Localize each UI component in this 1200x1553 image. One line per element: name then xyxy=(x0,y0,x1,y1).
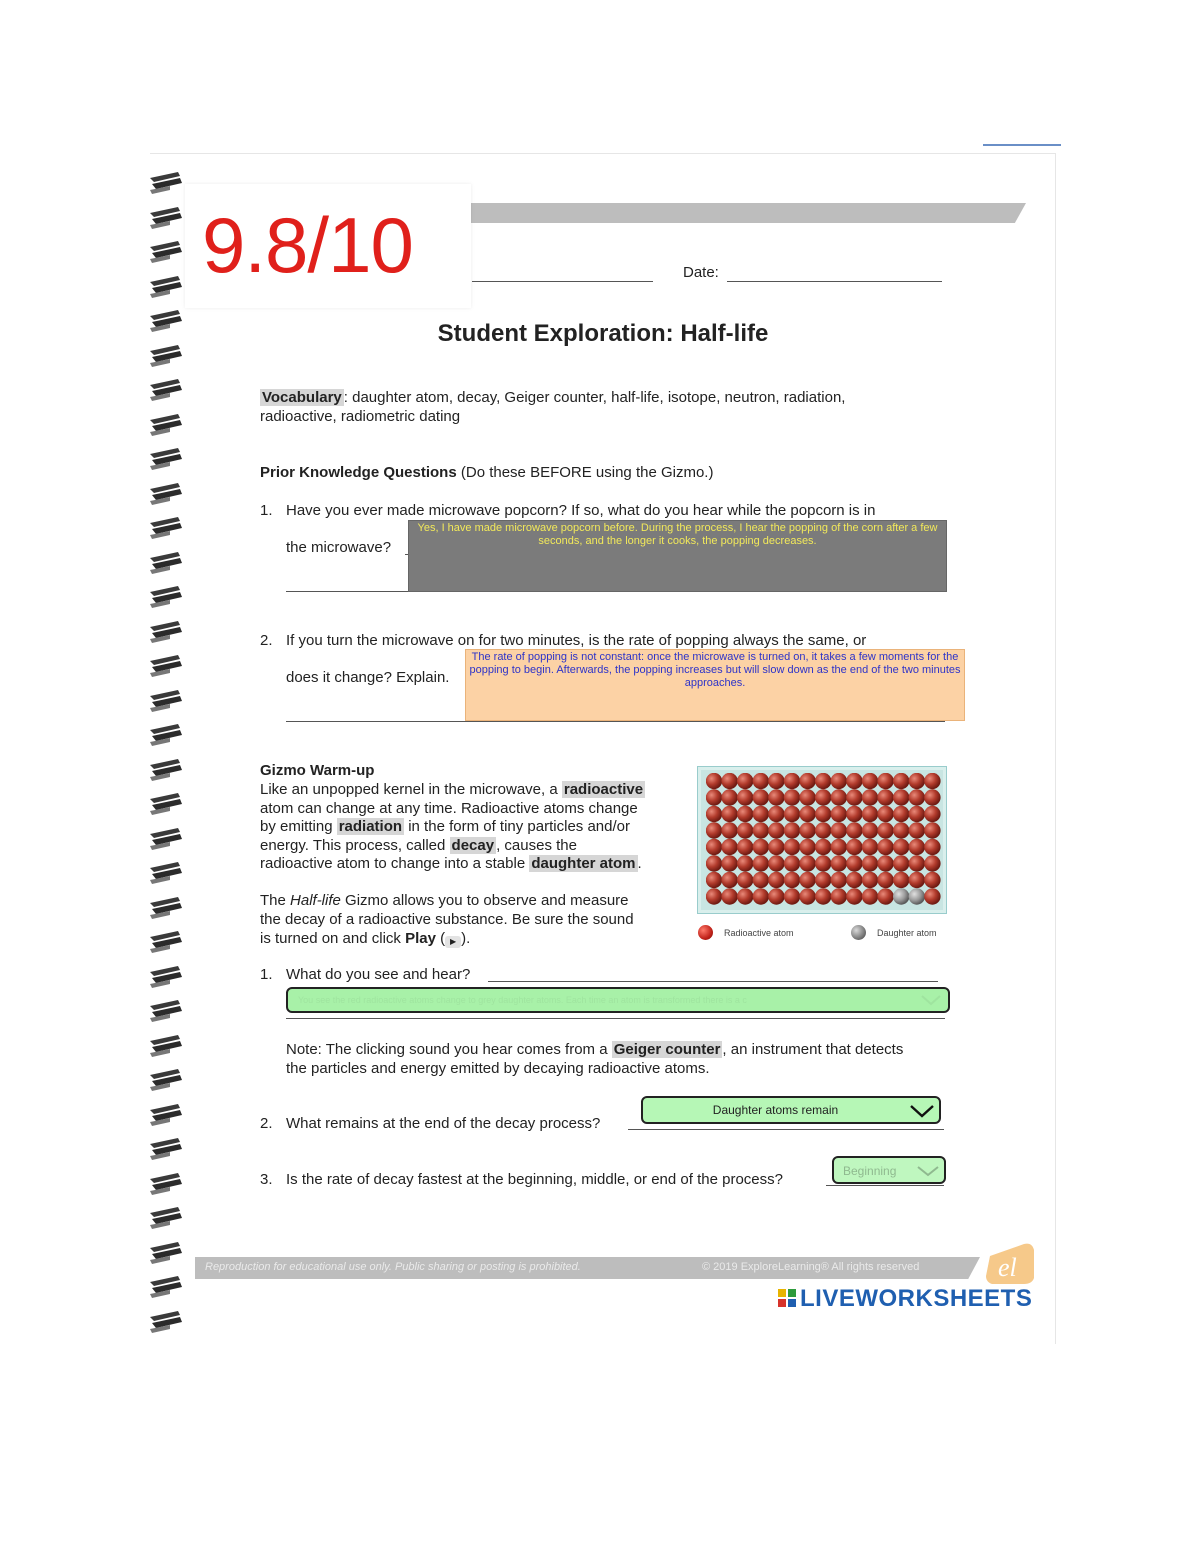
answer-line xyxy=(286,721,945,722)
warmup-text: radioactive atom to change into a stable xyxy=(260,855,530,872)
spiral-coil xyxy=(148,481,184,507)
spiral-coil xyxy=(148,1067,184,1093)
warmup-text: The xyxy=(260,892,291,909)
radioactive-atom xyxy=(721,855,737,871)
spiral-coil xyxy=(148,619,184,645)
question-number: 2. xyxy=(260,632,273,649)
radioactive-atom xyxy=(877,872,893,888)
radioactive-atom xyxy=(768,773,784,789)
page-title: Student Exploration: Half-life xyxy=(437,320,769,347)
warmup-paragraph-line xyxy=(260,817,630,836)
answer-dropdown-decay-rate[interactable] xyxy=(832,1156,946,1184)
radioactive-atom xyxy=(924,839,940,855)
corner-rule xyxy=(983,144,1061,146)
note-text: the particles and energy emitted by decaying radioactive atoms. xyxy=(286,1060,710,1077)
legend-radioactive-label: Radioactive atom xyxy=(724,928,794,938)
radioactive-atom xyxy=(846,839,862,855)
daughter-atom-icon xyxy=(851,925,866,940)
warmup-text: Like an unpopped kernel in the microwave, a xyxy=(260,781,562,798)
spiral-coil xyxy=(148,377,184,403)
spiral-coil xyxy=(148,826,184,852)
spiral-coil xyxy=(148,239,184,265)
radioactive-atom xyxy=(799,839,815,855)
answer-line xyxy=(628,1129,944,1130)
spiral-coil xyxy=(148,1274,184,1300)
dropdown-value: You see the red radioactive atoms change to grey daughter atoms. Each time an atom is transformed there is a c xyxy=(298,995,747,1005)
radioactive-atom xyxy=(815,789,831,805)
radioactive-atom xyxy=(909,872,925,888)
radioactive-atom xyxy=(877,773,893,789)
liveworksheets-logo-icon xyxy=(778,1289,796,1307)
term-daughter-atom: daughter atom xyxy=(531,855,636,872)
radioactive-atom xyxy=(706,789,722,805)
radioactive-atom xyxy=(737,888,753,904)
radioactive-atom xyxy=(737,839,753,855)
radioactive-atom xyxy=(737,822,753,838)
radioactive-atom xyxy=(909,773,925,789)
chevron-down-icon xyxy=(920,993,942,1007)
question-text: Is the rate of decay fastest at the beginning, middle, or end of the process? xyxy=(286,1171,783,1188)
radioactive-atom xyxy=(721,839,737,855)
name-field-line xyxy=(472,281,653,282)
warmup-text: . xyxy=(637,855,642,872)
radioactive-atom xyxy=(846,888,862,904)
question-number: 3. xyxy=(260,1171,273,1188)
radioactive-atom xyxy=(768,789,784,805)
radioactive-atom xyxy=(753,872,769,888)
note-text: , an instrument that detects xyxy=(722,1041,904,1058)
radioactive-atom xyxy=(877,789,893,805)
radioactive-atom xyxy=(784,888,800,904)
radioactive-atom xyxy=(753,855,769,871)
explorelearning-logo-icon xyxy=(984,1240,1036,1286)
radioactive-atom xyxy=(753,773,769,789)
term-geiger-counter: Geiger counter xyxy=(613,1041,721,1058)
radioactive-atom xyxy=(909,789,925,805)
warmup-paragraph-line xyxy=(260,836,577,855)
radioactive-atom xyxy=(706,773,722,789)
radioactive-atom xyxy=(877,839,893,855)
answer-box-popping-rate[interactable] xyxy=(465,649,965,721)
radioactive-atom xyxy=(815,872,831,888)
radioactive-atom xyxy=(799,888,815,904)
radioactive-atom xyxy=(862,839,878,855)
radioactive-atom xyxy=(799,872,815,888)
radioactive-atom xyxy=(706,822,722,838)
warmup-text: is turned on and click xyxy=(260,930,406,947)
vocabulary-label: Vocabulary xyxy=(262,389,342,406)
spiral-coil xyxy=(148,722,184,748)
daughter-atom xyxy=(893,888,909,904)
chevron-down-icon xyxy=(916,1164,940,1178)
vocabulary-text: : daughter atom, decay, Geiger counter, half-life, isotope, neutron, radiation, xyxy=(343,389,846,406)
radioactive-atom xyxy=(862,888,878,904)
radioactive-atom xyxy=(924,872,940,888)
radioactive-atom xyxy=(893,822,909,838)
header-bar xyxy=(470,203,1026,223)
radioactive-atom xyxy=(768,872,784,888)
spiral-coil xyxy=(148,860,184,886)
radioactive-atom xyxy=(753,888,769,904)
spiral-coil xyxy=(148,688,184,714)
radioactive-atom xyxy=(753,806,769,822)
play-icon: ▶ xyxy=(445,936,461,948)
warmup-text: , causes the xyxy=(496,837,577,854)
radioactive-atom xyxy=(815,839,831,855)
radioactive-atom xyxy=(846,855,862,871)
radioactive-atom xyxy=(799,855,815,871)
spiral-coil xyxy=(148,205,184,231)
radioactive-atom xyxy=(753,822,769,838)
warmup-heading: Gizmo Warm-up xyxy=(260,762,375,779)
warmup-text: atom can change at any time. Radioactive atoms change xyxy=(260,800,638,817)
answer-line xyxy=(826,1185,944,1186)
radioactive-atom xyxy=(862,872,878,888)
spiral-coil xyxy=(148,1309,184,1335)
radioactive-atom xyxy=(721,806,737,822)
radioactive-atom xyxy=(784,822,800,838)
term-radioactive: radioactive xyxy=(563,781,644,798)
radioactive-atom xyxy=(831,822,847,838)
warmup-paragraph-line xyxy=(260,780,645,799)
radioactive-atom xyxy=(846,822,862,838)
radioactive-atom xyxy=(893,855,909,871)
question-text: Have you ever made microwave popcorn? If so, what do you hear while the popcorn is in xyxy=(286,502,876,519)
radioactive-atom xyxy=(831,839,847,855)
radioactive-atom xyxy=(909,806,925,822)
radioactive-atom xyxy=(924,888,940,904)
spiral-coil xyxy=(148,791,184,817)
answer-dropdown-decay-remains[interactable] xyxy=(641,1096,941,1124)
radioactive-atom xyxy=(909,855,925,871)
radioactive-atom xyxy=(924,773,940,789)
radioactive-atom xyxy=(737,872,753,888)
gizmo-name: Half-life xyxy=(290,892,341,909)
footer-copyright: © 2019 ExploreLearning® All rights reserved xyxy=(702,1261,920,1273)
dropdown-value: Daughter atoms remain xyxy=(712,1103,839,1117)
radioactive-atom xyxy=(721,789,737,805)
radioactive-atom xyxy=(706,872,722,888)
radioactive-atom xyxy=(768,806,784,822)
answer-line xyxy=(286,1018,945,1019)
radioactive-atom-icon xyxy=(698,925,713,940)
radioactive-atom xyxy=(924,822,940,838)
radioactive-atom xyxy=(737,789,753,805)
warmup-paragraph-line xyxy=(260,854,642,873)
spiral-coil xyxy=(148,412,184,438)
question-number: 1. xyxy=(260,502,273,519)
question-number: 1. xyxy=(260,966,273,983)
radioactive-atom xyxy=(768,839,784,855)
radioactive-atom xyxy=(706,855,722,871)
radioactive-atom xyxy=(846,872,862,888)
radioactive-atom xyxy=(706,888,722,904)
radioactive-atom xyxy=(799,773,815,789)
radioactive-atom xyxy=(893,806,909,822)
play-label: Play xyxy=(405,930,436,947)
question-text: the microwave? xyxy=(286,539,392,556)
radioactive-atom xyxy=(815,822,831,838)
answer-dropdown-see-hear[interactable] xyxy=(286,987,950,1013)
spiral-coil xyxy=(148,274,184,300)
radioactive-atom xyxy=(909,822,925,838)
radioactive-atom xyxy=(924,806,940,822)
radioactive-atom xyxy=(737,773,753,789)
spiral-coil xyxy=(148,1171,184,1197)
question-text: If you turn the microwave on for two minutes, is the rate of popping always the same, or xyxy=(286,632,867,649)
radioactive-atom xyxy=(862,855,878,871)
spiral-coil xyxy=(148,170,184,196)
warmup-text: by emitting xyxy=(260,818,337,835)
radioactive-atom xyxy=(846,789,862,805)
vocabulary-text-2: radioactive, radiometric dating xyxy=(260,408,461,425)
answer-box-popcorn-sound[interactable] xyxy=(408,520,947,592)
svg-text:el: el xyxy=(998,1253,1017,1282)
radioactive-atom xyxy=(721,773,737,789)
radioactive-atom xyxy=(831,872,847,888)
radioactive-atom xyxy=(753,839,769,855)
radioactive-atom xyxy=(784,855,800,871)
radioactive-atom xyxy=(862,789,878,805)
spiral-coil xyxy=(148,757,184,783)
spiral-coil xyxy=(148,1240,184,1266)
radioactive-atom xyxy=(799,789,815,805)
radioactive-atom xyxy=(924,855,940,871)
radioactive-atom xyxy=(768,888,784,904)
question-text: What do you see and hear? xyxy=(286,966,471,983)
prior-knowledge-note: (Do these BEFORE using the Gizmo.) xyxy=(456,464,714,481)
radioactive-atom xyxy=(784,872,800,888)
spiral-coil xyxy=(148,584,184,610)
radioactive-atom xyxy=(893,839,909,855)
radioactive-atom xyxy=(706,839,722,855)
note-line xyxy=(286,1040,903,1059)
question-text: What remains at the end of the decay process? xyxy=(286,1115,601,1132)
spiral-coil xyxy=(148,895,184,921)
warmup-paragraph-line xyxy=(260,891,629,910)
radioactive-atom xyxy=(862,806,878,822)
spiral-coil xyxy=(148,929,184,955)
radioactive-atom xyxy=(768,855,784,871)
radioactive-atom xyxy=(784,789,800,805)
radioactive-atom xyxy=(924,789,940,805)
radioactive-atom xyxy=(721,872,737,888)
radioactive-atom xyxy=(815,855,831,871)
warmup-text: Gizmo allows you to observe and measure xyxy=(340,892,629,909)
answer-text: Yes, I have made microwave popcorn before. During the process, I hear the popping of the corn after a few seconds, and the longer it cooks, the popping decreases. xyxy=(417,522,938,547)
radioactive-atom xyxy=(799,806,815,822)
spiral-coil xyxy=(148,550,184,576)
radioactive-atom xyxy=(706,806,722,822)
spiral-coil xyxy=(148,1033,184,1059)
dropdown-value: Beginning xyxy=(843,1164,897,1178)
spiral-coil xyxy=(148,653,184,679)
radioactive-atom xyxy=(815,773,831,789)
prior-knowledge-heading-line xyxy=(260,463,713,482)
radioactive-atom xyxy=(893,789,909,805)
term-radiation: radiation xyxy=(338,818,403,835)
radioactive-atom xyxy=(753,789,769,805)
radioactive-atom xyxy=(862,822,878,838)
radioactive-atom xyxy=(721,888,737,904)
legend-daughter-label: Daughter atom xyxy=(877,928,937,938)
warmup-text: ). xyxy=(461,930,471,947)
radioactive-atom xyxy=(784,839,800,855)
chevron-down-icon xyxy=(909,1103,935,1119)
radioactive-atom xyxy=(893,872,909,888)
radioactive-atom xyxy=(799,822,815,838)
prior-knowledge-heading: Prior Knowledge Questions xyxy=(260,464,457,481)
warmup-paragraph-line xyxy=(260,929,470,948)
spiral-coil xyxy=(148,1136,184,1162)
spiral-coil xyxy=(148,515,184,541)
radioactive-atom xyxy=(909,839,925,855)
date-label: Date: xyxy=(683,264,719,281)
warmup-text: in the form of tiny particles and/or xyxy=(404,818,630,835)
spiral-coil xyxy=(148,1205,184,1231)
radioactive-atom xyxy=(862,773,878,789)
answer-text: The rate of popping is not constant: once the microwave is turned on, it takes a few moments for the popping to begin. Afterwards, the popping increases but will slow down as the end of the two minutes approaches. xyxy=(469,651,961,689)
spiral-coil xyxy=(148,1102,184,1128)
radioactive-atom xyxy=(846,773,862,789)
radioactive-atom xyxy=(815,806,831,822)
score-value: 9.8/10 xyxy=(202,201,413,289)
spiral-coil xyxy=(148,446,184,472)
radioactive-atom xyxy=(721,822,737,838)
radioactive-atom xyxy=(877,806,893,822)
radioactive-atom xyxy=(846,806,862,822)
warmup-text: ( xyxy=(435,930,446,947)
radioactive-atom xyxy=(831,855,847,871)
note-text: Note: The clicking sound you hear comes from a xyxy=(286,1041,612,1058)
radioactive-atom xyxy=(831,773,847,789)
spiral-coil xyxy=(148,998,184,1024)
radioactive-atom xyxy=(815,888,831,904)
footer-notice: Reproduction for educational use only. Public sharing or posting is prohibited. xyxy=(205,1261,581,1273)
term-decay: decay xyxy=(451,837,495,854)
radioactive-atom xyxy=(831,806,847,822)
question-text: does it change? Explain. xyxy=(286,669,450,686)
radioactive-atom xyxy=(768,822,784,838)
radioactive-atom xyxy=(784,773,800,789)
daughter-atom xyxy=(909,888,925,904)
radioactive-atom xyxy=(784,806,800,822)
radioactive-atom xyxy=(831,789,847,805)
question-number: 2. xyxy=(260,1115,273,1132)
radioactive-atom xyxy=(831,888,847,904)
radioactive-atom xyxy=(877,822,893,838)
date-field-line xyxy=(727,281,942,282)
radioactive-atom xyxy=(737,806,753,822)
answer-line xyxy=(488,981,938,982)
warmup-text: the decay of a radioactive substance. Be sure the sound xyxy=(260,911,634,928)
atom-grid xyxy=(706,773,942,907)
radioactive-atom xyxy=(893,773,909,789)
spiral-coil xyxy=(148,964,184,990)
radioactive-atom xyxy=(877,888,893,904)
radioactive-atom xyxy=(737,855,753,871)
radioactive-atom xyxy=(877,855,893,871)
vocabulary-line xyxy=(260,388,845,407)
liveworksheets-brand: LIVEWORKSHEETS xyxy=(800,1285,1033,1312)
warmup-text: energy. This process, called xyxy=(260,837,450,854)
